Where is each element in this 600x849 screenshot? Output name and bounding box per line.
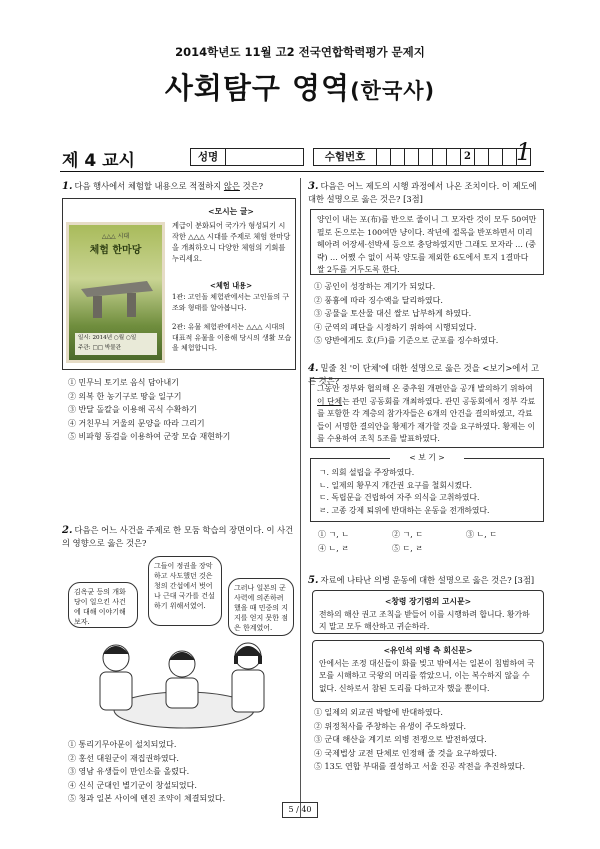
exam-cell[interactable] xyxy=(433,148,447,166)
q1-option-5[interactable]: ⑤ 비파형 동검을 이용하여 군장 모습 재현하기 xyxy=(68,432,231,441)
poster-host: 주관: □□ 박물관 xyxy=(78,345,122,351)
poster-title: 체험 한마당 xyxy=(89,245,142,256)
dolmen-image xyxy=(77,275,155,321)
bogi-item-3: ㄷ. 독립문을 건립하여 자주 의식을 고취하였다. xyxy=(319,493,480,502)
footer-total: 40 xyxy=(301,805,312,814)
header-divider xyxy=(60,171,544,172)
q2-option-4[interactable]: ④ 신식 군대인 별기군이 창설되었다. xyxy=(68,780,197,790)
exam-title: 2014학년도 11월 고2 전국연합학력평가 문제지 xyxy=(175,45,425,59)
q2-option-1[interactable]: ① 통리기무아문이 설치되었다. xyxy=(68,740,177,749)
q1-option-3[interactable]: ③ 반달 돌칼을 이용해 곡식 수확하기 xyxy=(68,405,197,414)
q5-number: 5. xyxy=(308,575,319,586)
q5-option-4[interactable]: ④ 국제법상 교전 단체로 인정해 줄 것을 요구하였다. xyxy=(314,748,497,758)
q4-option-5[interactable]: ⑤ ㄷ, ㄹ xyxy=(392,544,424,553)
event-1: 1관: 고인돌 체험관에서는 고인돌의 구조와 형태를 알아봅니다. xyxy=(172,293,290,312)
q3-stem-text: 다음은 어느 제도의 시행 과정에서 나온 조치이다. 이 제도에 대한 설명으로 옳은 것은? [3점] xyxy=(308,181,537,204)
event-2: 2관: 유물 체험관에서는 △△△ 시대의 대표적 유물을 이용해 당시의 생활 모습을 체험합니다. xyxy=(172,323,292,352)
name-label: 성명 xyxy=(190,148,226,166)
q3-option-1[interactable]: ① 공인이 성장하는 계기가 되었다. xyxy=(314,282,436,291)
q3-option-5[interactable]: ⑤ 양반에게도 호(戶)를 기준으로 군포를 징수하였다. xyxy=(314,336,499,345)
speech-bubble-1: 김옥균 등의 개화당이 일으킨 사건에 대해 이야기해 보자. xyxy=(68,582,138,628)
q2-options xyxy=(68,738,225,806)
q4-stem-text: 밑줄 친 '이 단체'에 대한 설명으로 옳은 것을 <보기>에서 고른 것은? xyxy=(308,363,539,386)
exam-cell[interactable]: 2 xyxy=(461,148,475,166)
bogi-item-2: ㄴ. 일제의 황무지 개간권 요구를 철회시켰다. xyxy=(319,480,472,490)
q2-number: 2. xyxy=(62,525,73,536)
q4-option-4[interactable]: ④ ㄴ, ㄹ xyxy=(318,544,350,553)
exam-cell[interactable] xyxy=(391,148,405,166)
q4-passage-a: 그동안 정부와 협의해 온 중추원 개편안을 공개 발의하기 위하여 xyxy=(317,384,533,393)
poster-small: △△△ 시대 xyxy=(101,233,130,240)
q2-option-3[interactable]: ③ 영남 유생들이 만인소를 올렸다. xyxy=(68,767,190,776)
exam-cell[interactable] xyxy=(489,148,503,166)
q3-option-3[interactable]: ③ 공물을 토산물 대신 쌀로 납부하게 하였다. xyxy=(314,309,472,318)
q5-option-2[interactable]: ② 위정척사를 주창하는 유생이 주도하였다. xyxy=(314,721,467,731)
q4-underlined-term: 이 단체 xyxy=(317,396,343,406)
q1-option-2[interactable]: ② 의복 한 농기구로 땅을 일구기 xyxy=(68,391,182,401)
exam-number-cells[interactable] xyxy=(377,148,531,166)
subject-main: 사회탐구 영역 xyxy=(164,71,351,105)
q1-stem-negative: 않은 xyxy=(223,181,240,191)
events-title: <체험 내용> xyxy=(209,281,253,290)
exam-cell[interactable] xyxy=(405,148,419,166)
q2-stem-text: 다음은 어느 사건을 주제로 한 모둠 학습의 장면이다. 이 사건의 영향으로 옳은 것은? xyxy=(62,525,294,548)
bogi-item-1: ㄱ. 의회 설립을 주장하였다. xyxy=(319,468,415,477)
q5-doc1 xyxy=(312,590,544,634)
exam-number-label: 수험번호 xyxy=(313,148,377,166)
q1-options xyxy=(68,376,230,444)
q5-option-5[interactable]: ⑤ 13도 연합 부대를 결성하고 서울 진공 작전을 추진하였다. xyxy=(314,762,526,771)
exam-cell[interactable] xyxy=(447,148,461,166)
name-field[interactable] xyxy=(226,148,304,166)
q3-option-4[interactable]: ④ 군역의 폐단을 시정하기 위하여 시행되었다. xyxy=(314,322,477,332)
subject-title xyxy=(0,66,600,107)
speech-bubble-3: 그러나 일본의 군사력에 의존하려 했을 때 민중의 지지를 얻지 못한 점은 한계였어. xyxy=(228,578,294,636)
invite-body: 계급이 분화되어 국가가 형성되기 시작한 △△△ 시대를 주제로 체험 한마당을 개최하오니 다양한 체험의 기회를 누리세요. xyxy=(172,221,291,263)
q3-stem xyxy=(308,180,544,206)
exam-cell[interactable] xyxy=(475,148,489,166)
speech-bubble-2: 그들이 정권을 장악하고 사도했던 것은 청의 간섭에서 벗어나 근대 국가를 건설하기 위해서였어. xyxy=(148,556,222,626)
students-illustration xyxy=(72,628,294,732)
q5-stem-text: 자료에 나타난 의병 운동에 대한 설명으로 옳은 것은? [3점] xyxy=(320,575,535,585)
q2-option-2[interactable]: ② 홍선 대원군이 재집권하였다. xyxy=(68,753,179,763)
q1-number: 1. xyxy=(62,181,73,192)
doc2-body: 안에서는 조정 대신들이 화를 빚고 밖에서는 일본이 침범하여 국모를 시해하고 국왕의 머리를 깎았으니, 이는 복수하지 않을 수 없다. 신하로서 참된 도리를 다하고자 했을 뿐이다. xyxy=(319,658,535,693)
q3-passage: 양인이 내는 포(布)를 반으로 줄이니 그 모자란 것이 모두 50여만 필로 돈으로는 100여만 냥이다. 작년에 절목을 반포하면서 미리 헤아려 어장세·선박세 등으로 충당하였지만 그래도 모자라 … (중략) … 어쨌 수 없이 서북 양도를 제외한 6도에서 토지 1결마다 쌀 2두를 거두도록 한다. xyxy=(310,209,544,275)
period-label: 제 4 교시 xyxy=(62,151,135,171)
poster-photo xyxy=(66,222,165,363)
invite-title: <모시는 글> xyxy=(208,207,254,216)
q5-option-3[interactable]: ③ 군대 해산을 계기로 의병 전쟁으로 발전하였다. xyxy=(314,735,487,744)
q4-passage xyxy=(310,378,544,448)
q2-option-5[interactable]: ⑤ 청과 일본 사이에 톈진 조약이 체결되었다. xyxy=(68,794,226,803)
bogi-label: < 보 기 > xyxy=(390,452,464,465)
q4-passage-b: 는 관민 공동회를 개최하였다. 관민 공동회에서 정부 각료를 포함한 각 계층의 참가자들은 6개의 안건을 결의하였고, 각료들이 서명한 결의안을 황제가 재가할 것을 요구하였다. 황제는 이를 수용하여 조칙 5조를 발표하였다. xyxy=(317,396,536,443)
q3-number: 3. xyxy=(308,181,319,192)
doc2-title: <유인석 의병 측 회신문> xyxy=(383,646,473,655)
q1-option-4[interactable]: ④ 거친무늬 거울의 문양을 따라 그리기 xyxy=(68,418,205,428)
footer-page: 5 xyxy=(288,805,294,814)
page-number: 1 xyxy=(516,138,532,166)
q3-options xyxy=(314,280,498,348)
q3-option-2[interactable]: ② 풍흉에 따라 징수액을 달리하였다. xyxy=(314,295,443,305)
exam-cell[interactable] xyxy=(503,148,517,166)
column-divider xyxy=(300,178,301,818)
q5-options xyxy=(314,706,525,774)
q1-stem xyxy=(62,180,294,193)
q4-bogi-box xyxy=(310,458,544,522)
q1-stem-a: 다음 행사에서 체험할 내용으로 적절하지 xyxy=(74,181,224,191)
exam-cell[interactable] xyxy=(419,148,433,166)
q4-option-3[interactable]: ③ ㄴ, ㄷ xyxy=(466,530,498,539)
poster-info xyxy=(75,333,157,355)
q5-option-1[interactable]: ① 일제의 외교권 박탈에 반대하였다. xyxy=(314,708,443,717)
q1-option-1[interactable]: ① 민무늬 토기로 음식 담아내기 xyxy=(68,378,179,387)
bogi-item-4: ㄹ. 고종 강제 퇴위에 반대하는 운동을 전개하였다. xyxy=(319,505,490,515)
q5-doc2 xyxy=(312,640,544,702)
q4-option-2[interactable]: ② ㄱ, ㄷ xyxy=(392,530,424,539)
q2-stem xyxy=(62,524,296,550)
subject-sub: (한국사) xyxy=(350,79,436,103)
page-counter: 5 / 40 xyxy=(282,802,318,818)
exam-cell[interactable] xyxy=(377,148,391,166)
poster-date: 일시: 2014년 ○월 ○일 xyxy=(78,335,137,341)
q5-stem xyxy=(308,574,544,587)
doc1-title: <창령 장기렴의 고시문> xyxy=(384,597,472,606)
q4-number: 4. xyxy=(308,363,319,374)
q1-stem-b: 것은? xyxy=(239,181,264,191)
doc1-body: 전하의 해산 권고 조칙을 받들어 이를 시행하려 합니다. 황가하지 말고 모두 해산하고 귀순하라. xyxy=(319,609,530,631)
q4-option-1[interactable]: ① ㄱ, ㄴ xyxy=(318,530,350,539)
